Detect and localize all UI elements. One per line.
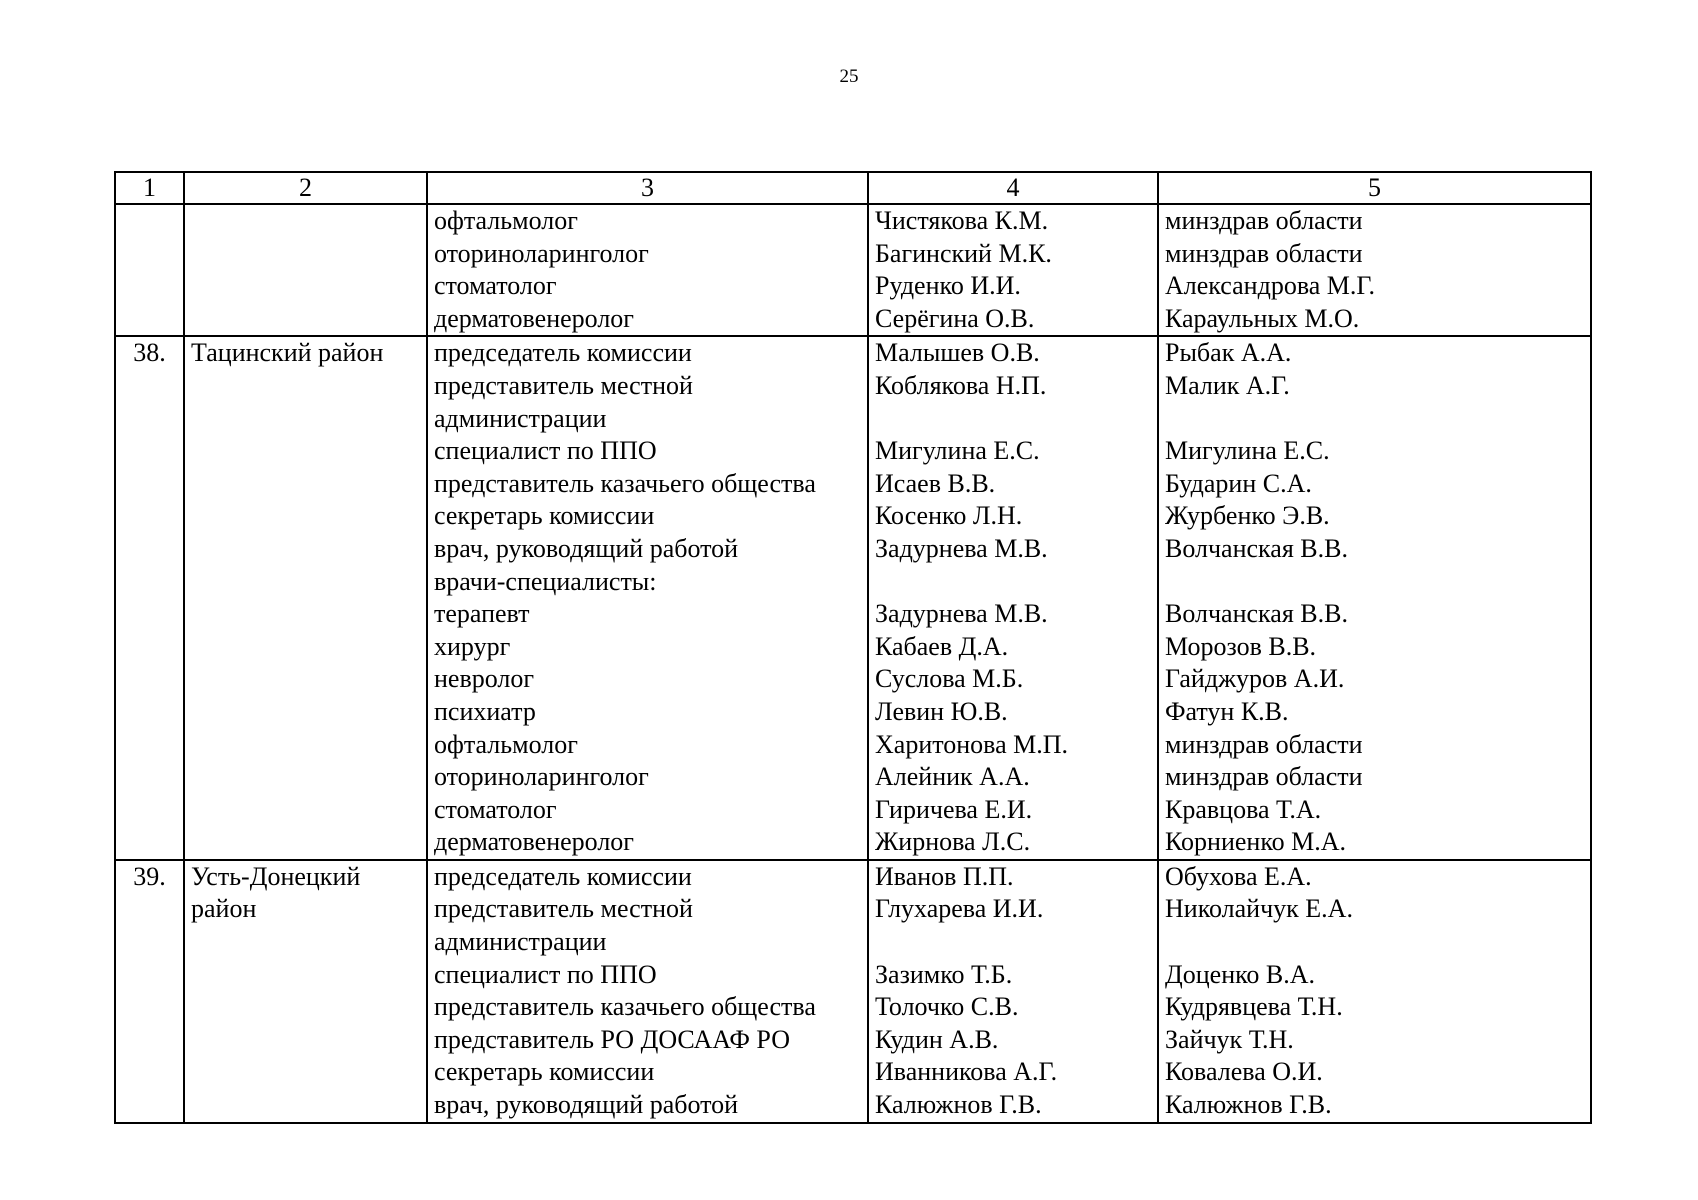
members-cell-line: Коблякова Н.П. bbox=[875, 370, 1047, 400]
members-cell bbox=[868, 336, 1158, 860]
members-cell-line: Толочко С.В. bbox=[875, 992, 1019, 1022]
members-cell-line: Чистякова К.М. bbox=[875, 206, 1049, 235]
row-number-cell: 39. bbox=[115, 860, 184, 1123]
positions-cell-line: хирург bbox=[434, 631, 511, 661]
positions-cell-line: представитель казачьего общества bbox=[434, 468, 816, 498]
members-cell-line: Харитонова М.П. bbox=[875, 729, 1069, 759]
positions-cell-line: администрации bbox=[434, 403, 607, 433]
reserve-cell-line: Корниенко М.А. bbox=[1165, 827, 1347, 857]
district-cell-line: Усть-Донецкий bbox=[191, 861, 361, 891]
members-cell-line bbox=[875, 403, 1151, 436]
positions-cell-line: дерматовенеролог bbox=[434, 303, 634, 333]
district-cell bbox=[184, 336, 427, 860]
members-cell-line: Руденко И.И. bbox=[875, 271, 1021, 301]
members-cell-line: Суслова М.Б. bbox=[875, 664, 1024, 694]
positions-cell-line: представитель РО ДОСААФ РО bbox=[434, 1024, 790, 1054]
reserve-cell-line: Журбенко Э.В. bbox=[1165, 501, 1330, 531]
positions-cell-line: офтальмолог bbox=[434, 729, 578, 759]
positions-cell-line: администрации bbox=[434, 927, 607, 957]
positions-cell-line: секретарь комиссии bbox=[434, 501, 655, 531]
reserve-cell-line: Обухова Е.А. bbox=[1165, 861, 1312, 891]
row-number-cell: 38. bbox=[115, 336, 184, 860]
positions-cell-line: представитель местной bbox=[434, 370, 693, 400]
reserve-cell-line bbox=[1165, 926, 1584, 959]
members-cell-line bbox=[875, 566, 1151, 599]
members-cell bbox=[868, 860, 1158, 1123]
members-cell-line: Жирнова Л.С. bbox=[875, 827, 1031, 857]
district-cell-line: район bbox=[191, 894, 257, 924]
reserve-cell-line: Кудрявцева Т.Н. bbox=[1165, 992, 1343, 1022]
positions-cell bbox=[427, 860, 868, 1123]
reserve-cell bbox=[1158, 860, 1591, 1123]
reserve-cell-line: Морозов В.В. bbox=[1165, 631, 1317, 661]
table-row bbox=[115, 204, 1591, 336]
positions-cell-line: специалист по ППО bbox=[434, 436, 657, 466]
reserve-cell-line: Мигулина Е.С. bbox=[1165, 436, 1330, 466]
reserve-cell-line: Бударин С.А. bbox=[1165, 468, 1312, 498]
members-cell-line: Багинский М.К. bbox=[875, 238, 1052, 268]
members-cell-line: Малышев О.В. bbox=[875, 338, 1040, 368]
reserve-cell-line: Ковалева О.И. bbox=[1165, 1057, 1323, 1087]
district-cell bbox=[184, 860, 427, 1123]
row-number-cell bbox=[115, 204, 184, 336]
positions-cell-line: председатель комиссии bbox=[434, 338, 692, 368]
members-cell-line: Левин Ю.В. bbox=[875, 696, 1008, 726]
members-cell-line: Алейник А.А. bbox=[875, 762, 1030, 792]
members-cell-line: Задурнева М.В. bbox=[875, 533, 1048, 563]
reserve-cell-line: Доценко В.А. bbox=[1165, 959, 1316, 989]
positions-cell-line: специалист по ППО bbox=[434, 959, 657, 989]
members-cell-line: Задурнева М.В. bbox=[875, 599, 1048, 629]
district-cell bbox=[184, 204, 427, 336]
positions-cell-line: невролог bbox=[434, 664, 535, 694]
positions-cell bbox=[427, 336, 868, 860]
positions-cell-line: председатель комиссии bbox=[434, 861, 692, 891]
members-cell-line: Иванникова А.Г. bbox=[875, 1057, 1058, 1087]
positions-cell-line: представитель казачьего общества bbox=[434, 992, 816, 1022]
members-cell-line: Калюжнов Г.В. bbox=[875, 1090, 1042, 1120]
reserve-cell-line: Кравцова Т.А. bbox=[1165, 794, 1322, 824]
reserve-cell-line: Фатун К.В. bbox=[1165, 696, 1289, 726]
reserve-cell-line bbox=[1165, 566, 1584, 599]
table-row bbox=[115, 336, 1591, 860]
reserve-cell-line bbox=[1165, 403, 1584, 436]
header-cell-3: 3 bbox=[427, 172, 868, 204]
members-cell-line: Серёгина О.В. bbox=[875, 303, 1035, 333]
positions-cell-line: стоматолог bbox=[434, 271, 557, 301]
members-cell-line: Зазимко Т.Б. bbox=[875, 959, 1013, 989]
positions-cell bbox=[427, 204, 868, 336]
reserve-cell-line: минздрав области bbox=[1165, 762, 1363, 792]
reserve-cell-line: Александрова М.Г. bbox=[1165, 271, 1376, 301]
commission-table bbox=[114, 171, 1592, 1124]
positions-cell-line: врач, руководящий работой bbox=[434, 1090, 739, 1120]
members-cell-line: Косенко Л.Н. bbox=[875, 501, 1023, 531]
positions-cell-line: врач, руководящий работой bbox=[434, 533, 739, 563]
reserve-cell-line: Волчанская В.В. bbox=[1165, 533, 1348, 563]
positions-cell-line: оториноларинголог bbox=[434, 238, 649, 268]
members-cell-line: Кабаев Д.А. bbox=[875, 631, 1009, 661]
reserve-cell-line: Караульных М.О. bbox=[1165, 303, 1360, 333]
members-cell-line: Гиричева Е.И. bbox=[875, 794, 1033, 824]
positions-cell-line: психиатр bbox=[434, 696, 536, 726]
reserve-cell-line: Рыбак А.А. bbox=[1165, 338, 1292, 368]
members-cell-line: Глухарева И.И. bbox=[875, 894, 1044, 924]
reserve-cell bbox=[1158, 336, 1591, 860]
reserve-cell-line: минздрав области bbox=[1165, 206, 1363, 235]
reserve-cell-line: минздрав области bbox=[1165, 729, 1363, 759]
table-header-row bbox=[115, 172, 1591, 204]
header-cell-1: 1 bbox=[115, 172, 184, 204]
reserve-cell-line: Волчанская В.В. bbox=[1165, 599, 1348, 629]
members-cell-line: Мигулина Е.С. bbox=[875, 436, 1040, 466]
table-row bbox=[115, 860, 1591, 1123]
positions-cell-line: офтальмолог bbox=[434, 206, 578, 235]
members-cell-line bbox=[875, 926, 1151, 959]
positions-cell-line: секретарь комиссии bbox=[434, 1057, 655, 1087]
page-number: 25 bbox=[839, 66, 859, 87]
reserve-cell-line: Калюжнов Г.В. bbox=[1165, 1090, 1332, 1120]
reserve-cell-line: Гайджуров А.И. bbox=[1165, 664, 1345, 694]
positions-cell-line: терапевт bbox=[434, 599, 530, 629]
positions-cell-line: стоматолог bbox=[434, 794, 557, 824]
header-cell-4: 4 bbox=[868, 172, 1158, 204]
positions-cell-line: врачи-специалисты: bbox=[434, 566, 657, 596]
members-cell-line: Иванов П.П. bbox=[875, 861, 1014, 891]
header-cell-2: 2 bbox=[184, 172, 427, 204]
positions-cell-line: представитель местной bbox=[434, 894, 693, 924]
reserve-cell-line: Николайчук Е.А. bbox=[1165, 894, 1353, 924]
members-cell-line: Кудин А.В. bbox=[875, 1024, 999, 1054]
reserve-cell bbox=[1158, 204, 1591, 336]
header-cell-5: 5 bbox=[1158, 172, 1591, 204]
members-cell bbox=[868, 204, 1158, 336]
reserve-cell-line: минздрав области bbox=[1165, 238, 1363, 268]
positions-cell-line: дерматовенеролог bbox=[434, 827, 634, 857]
reserve-cell-line: Малик А.Г. bbox=[1165, 370, 1290, 400]
reserve-cell-line: Зайчук Т.Н. bbox=[1165, 1024, 1294, 1054]
members-cell-line: Исаев В.В. bbox=[875, 468, 996, 498]
positions-cell-line: оториноларинголог bbox=[434, 762, 649, 792]
district-cell-line: Тацинский район bbox=[191, 338, 384, 368]
